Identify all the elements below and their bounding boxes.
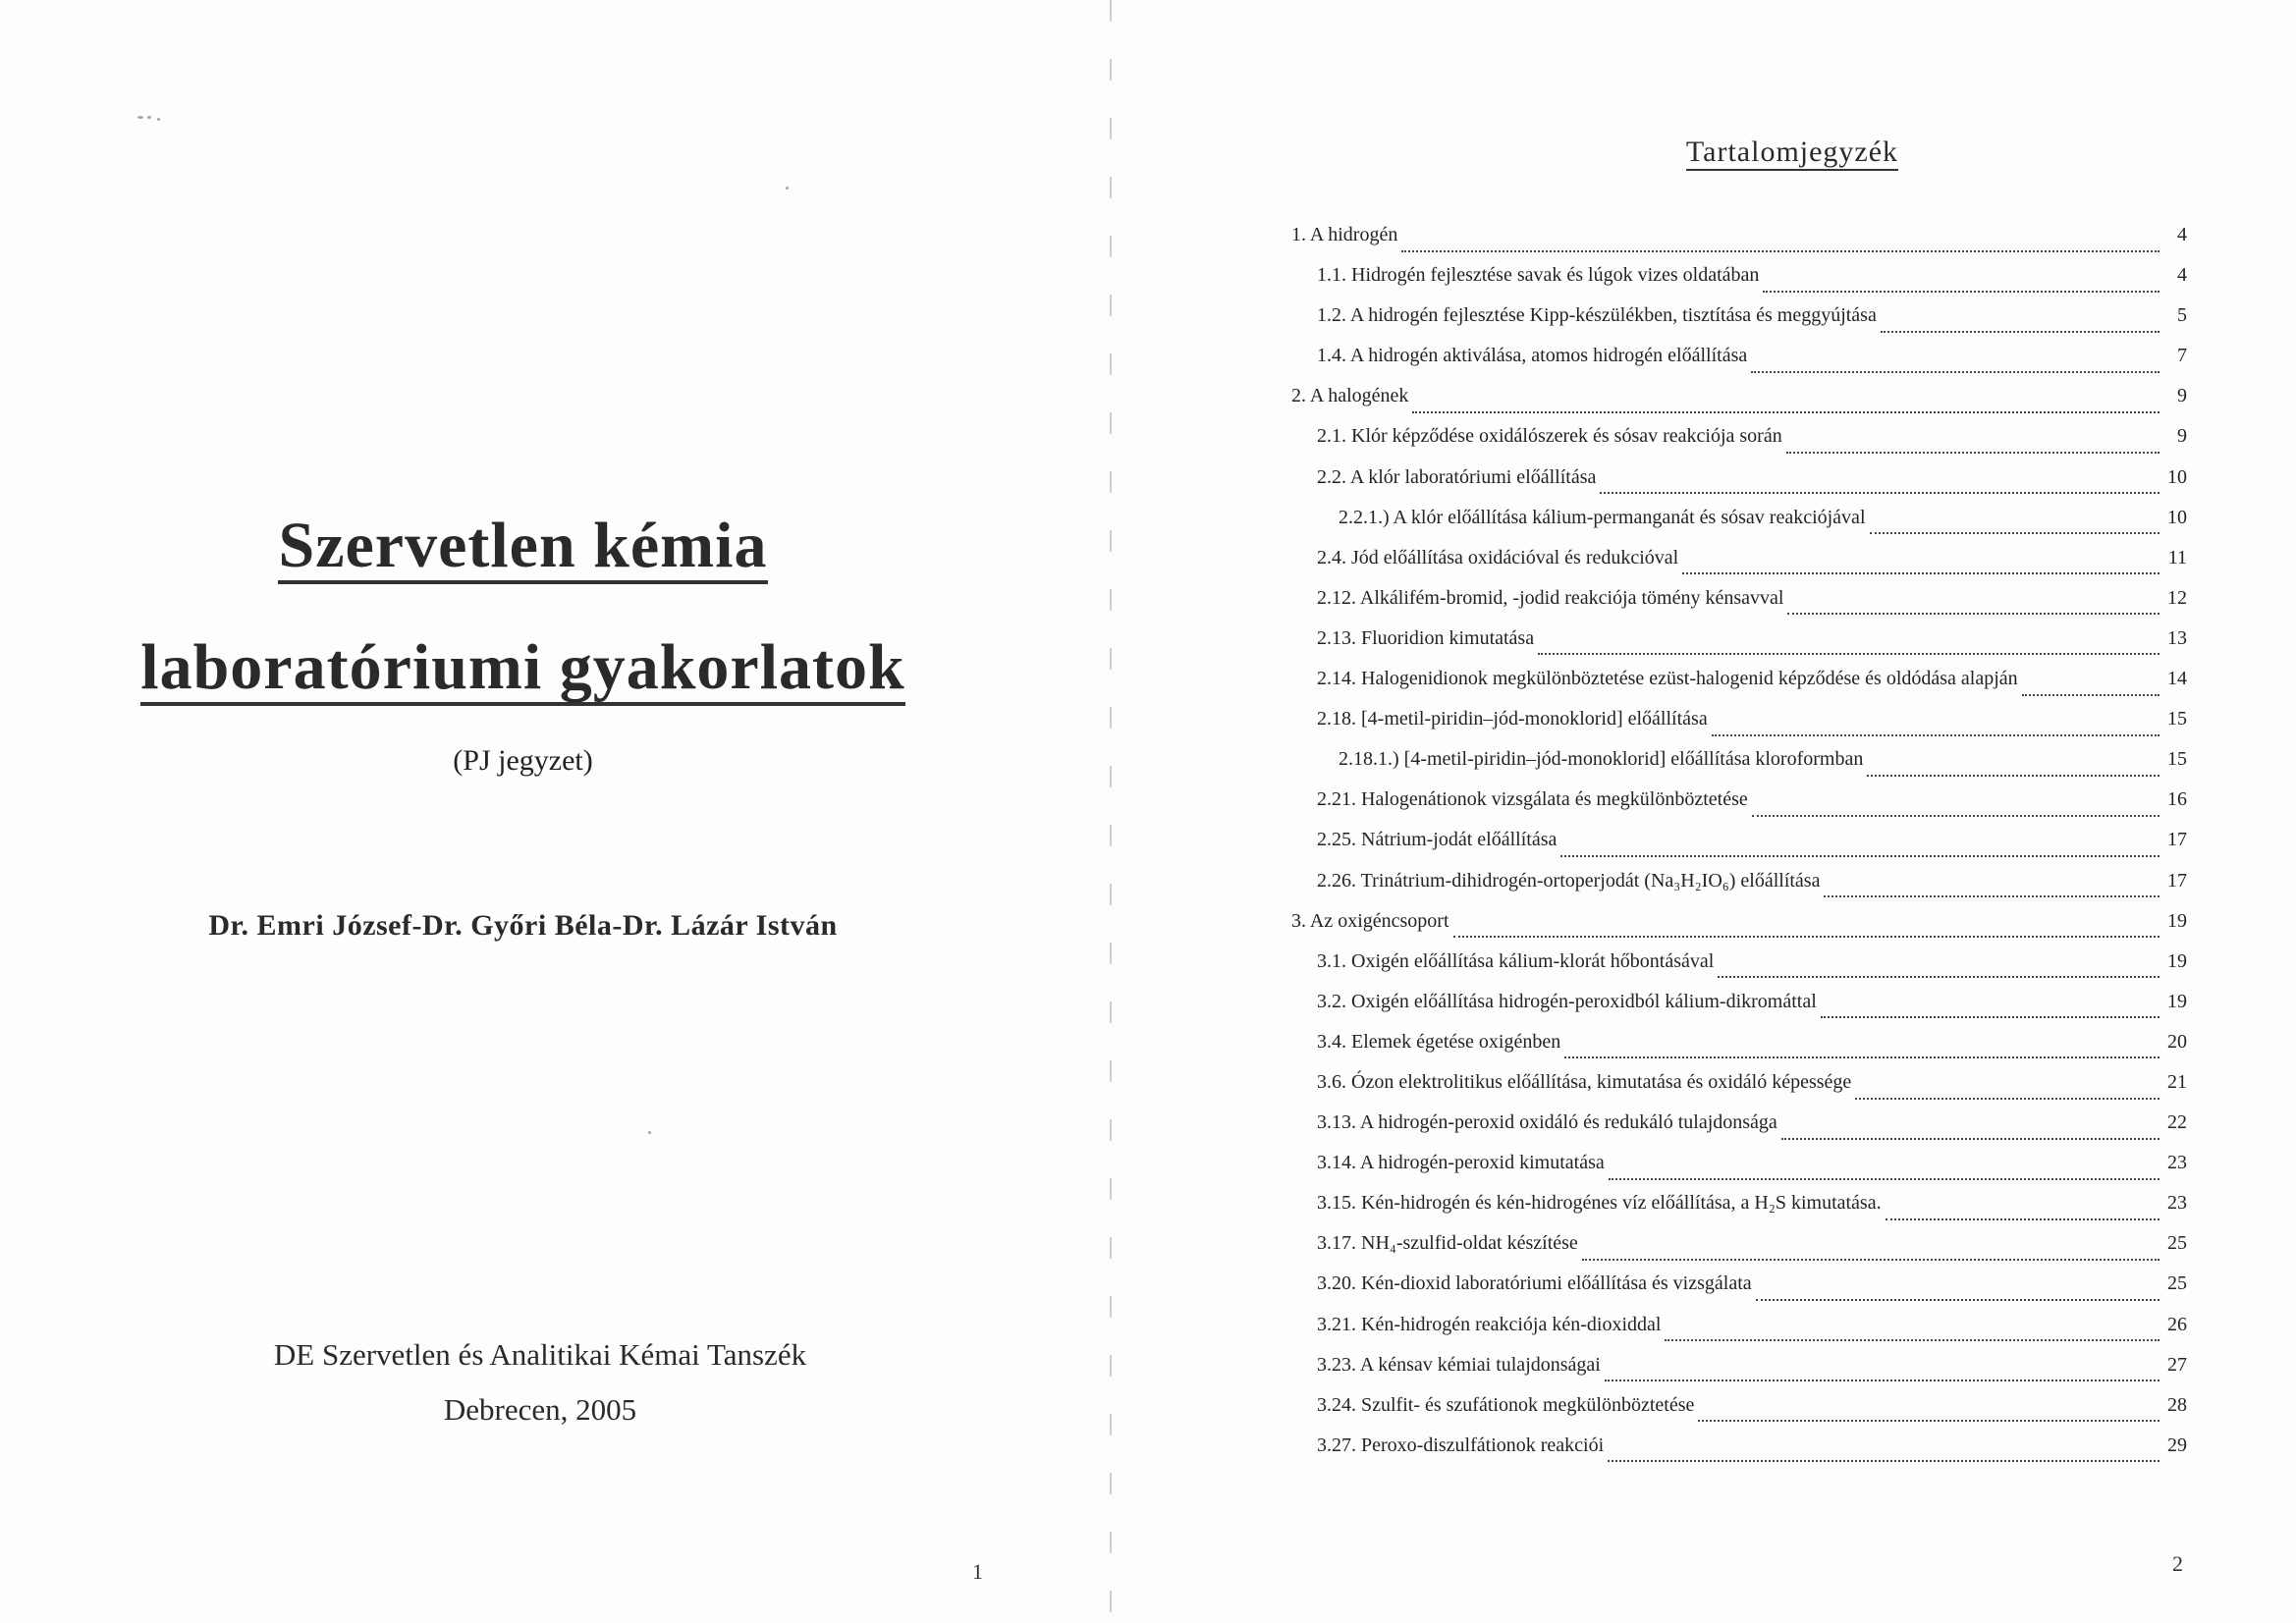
toc-entry: [1291, 264, 2187, 304]
toc-leader-dots: [1605, 1380, 2159, 1381]
toc-entry: [1291, 748, 2187, 788]
toc-entry: [1291, 950, 2187, 991]
toc-leader-dots: [1867, 775, 2159, 777]
toc-entry: [1291, 1111, 2187, 1152]
toc-entry: [1291, 425, 2187, 465]
toc-entry-page: 23: [2167, 1152, 2187, 1174]
toc-entry: [1291, 1031, 2187, 1071]
toc-entry-label: 3.21. Kén-hidrogén reakciója kén-dioxiddal: [1317, 1313, 1662, 1335]
toc-entry-page: 4: [2177, 224, 2187, 245]
toc-leader-dots: [1756, 1299, 2159, 1301]
toc-entry-label: 2.2.1.) A klór előállítása kálium-permanganát és sósav reakciójával: [1339, 506, 1866, 528]
toc-entry-page: 17: [2167, 869, 2187, 892]
toc-entry-page: 17: [2167, 829, 2187, 851]
toc-entry: [1291, 547, 2187, 587]
toc-entry-label: 3.24. Szulfit- és szufátionok megkülönböztetése: [1317, 1393, 1695, 1416]
toc-entry-page: 11: [2167, 546, 2187, 568]
toc-entry-label: 3.14. A hidrogén-peroxid kimutatása: [1317, 1152, 1605, 1174]
toc-entry-label: 3. Az oxigéncsoport: [1291, 909, 1449, 932]
toc-entry-label: 2. A halogének: [1291, 385, 1409, 407]
toc-leader-dots: [1718, 976, 2159, 978]
toc-entry: [1291, 1272, 2187, 1313]
toc-entry-page: 9: [2177, 425, 2187, 448]
city-year: Debrecen, 2005: [443, 1392, 637, 1427]
toc-entry-label: 3.23. A kénsav kémiai tulajdonságai: [1317, 1353, 1601, 1376]
page-number-right: 2: [2172, 1551, 2183, 1576]
toc-leader-dots: [2022, 694, 2159, 696]
toc-entry: [1291, 1071, 2187, 1111]
title-line-1-text: Szervetlen kémia: [278, 514, 767, 584]
toc-entry-page: 28: [2167, 1393, 2187, 1416]
toc-leader-dots: [1564, 1056, 2159, 1058]
toc-entry: [1291, 385, 2187, 425]
toc-entry-label: 2.18.1.) [4-metil-piridin–jód-monoklorid] előállítása kloroformban: [1339, 748, 1864, 771]
toc-entry-label: 2.21. Halogenátionok vizsgálata és megkülönböztetése: [1317, 788, 1748, 811]
title-line-2: [0, 630, 1046, 706]
toc-entry: [1291, 708, 2187, 748]
toc-leader-dots: [1751, 371, 2159, 373]
toc-entry-page: 13: [2167, 626, 2187, 649]
toc-entry-page: 15: [2167, 748, 2187, 771]
toc-leader-dots: [1855, 1098, 2159, 1100]
toc-entry: [1291, 224, 2187, 264]
table-of-contents: [1291, 224, 2187, 1475]
toc-title-text: Tartalomjegyzék: [1686, 135, 1898, 171]
toc-entry: [1291, 991, 2187, 1031]
toc-entry-page: 19: [2167, 990, 2187, 1012]
toc-entry: [1291, 466, 2187, 507]
scan-speck: [648, 1131, 651, 1134]
toc-entry-page: 10: [2167, 506, 2187, 528]
scan-speck: [157, 118, 160, 121]
toc-leader-dots: [1870, 532, 2160, 534]
toc-entry-page: 7: [2177, 345, 2187, 367]
toc-entry-label: 2.26. Trinátrium-dihidrogén-ortoperjodát (Na₃H₂IO₆) előállítása: [1317, 869, 1821, 892]
toc-entry-page: 19: [2167, 909, 2187, 932]
toc-leader-dots: [1412, 411, 2159, 413]
toc-entry-label: 2.14. Halogenidionok megkülönböztetése ezüst-halogenid képződése és oldódása alapján: [1317, 668, 2018, 690]
toc-entry: [1291, 1152, 2187, 1192]
toc-leader-dots: [1752, 815, 2159, 817]
toc-leader-dots: [1609, 1178, 2159, 1180]
toc-entry-label: 1. A hidrogén: [1291, 224, 1398, 245]
scan-speck: [147, 116, 151, 119]
toc-leader-dots: [1665, 1339, 2159, 1341]
toc-entry-label: 1.2. A hidrogén fejlesztése Kipp-készülékben, tisztítása és meggyújtása: [1317, 304, 1877, 327]
toc-entry-page: 19: [2167, 949, 2187, 972]
toc-entry: [1291, 507, 2187, 547]
toc-leader-dots: [1401, 250, 2159, 252]
toc-entry-page: 9: [2177, 385, 2187, 407]
toc-leader-dots: [1608, 1460, 2159, 1462]
toc-entry-label: 3.13. A hidrogén-peroxid oxidáló és redukáló tulajdonsága: [1317, 1111, 1777, 1134]
toc-entry-label: 3.17. NH₄-szulfid-oldat készítése: [1317, 1232, 1578, 1255]
page-number-left: 1: [972, 1559, 983, 1584]
department: DE Szervetlen és Analitikai Kémai Tanszék: [273, 1337, 807, 1372]
toc-leader-dots: [1787, 613, 2159, 615]
toc-entry: [1291, 1434, 2187, 1475]
right-page: [1110, 0, 2296, 1623]
toc-entry-label: 3.4. Elemek égetése oxigénben: [1317, 1030, 1561, 1053]
toc-leader-dots: [1886, 1218, 2159, 1220]
toc-entry-label: 3.1. Oxigén előállítása kálium-klorát hőbontásával: [1317, 949, 1715, 972]
toc-leader-dots: [1538, 653, 2159, 655]
toc-leader-dots: [1712, 734, 2159, 736]
toc-entry: [1291, 304, 2187, 345]
toc-entry-page: 25: [2167, 1272, 2187, 1295]
toc-entry: [1291, 829, 2187, 869]
toc-entry: [1291, 668, 2187, 708]
authors: Dr. Emri József-Dr. Győri Béla-Dr. Lázár István: [208, 909, 838, 942]
title-line-1: [0, 509, 1046, 584]
toc-entry-page: 22: [2167, 1111, 2187, 1134]
toc-entry-page: 16: [2167, 788, 2187, 811]
toc-entry-page: 12: [2167, 586, 2187, 609]
left-page: [0, 0, 1110, 1623]
toc-entry-page: 21: [2167, 1070, 2187, 1093]
toc-entry: [1291, 1394, 2187, 1434]
toc-entry-page: 10: [2167, 465, 2187, 488]
toc-entry-label: 1.4. A hidrogén aktiválása, atomos hidrogén előállítása: [1317, 345, 1748, 367]
toc-entry-label: 3.20. Kén-dioxid laboratóriumi előállítása és vizsgálata: [1317, 1272, 1752, 1295]
toc-entry-page: 20: [2167, 1030, 2187, 1053]
toc-leader-dots: [1682, 572, 2159, 574]
toc-entry-label: 3.2. Oxigén előállítása hidrogén-peroxidból kálium-dikromáttal: [1317, 990, 1817, 1012]
toc-leader-dots: [1698, 1420, 2159, 1422]
toc-leader-dots: [1824, 895, 2159, 897]
scan-speck: [137, 116, 143, 119]
toc-leader-dots: [1582, 1259, 2159, 1261]
toc-leader-dots: [1763, 291, 2159, 293]
toc-leader-dots: [1881, 331, 2159, 333]
toc-title: [1620, 135, 1964, 169]
toc-entry-page: 5: [2177, 304, 2187, 327]
toc-entry: [1291, 1232, 2187, 1272]
toc-entry-page: 23: [2167, 1192, 2187, 1215]
toc-entry: [1291, 910, 2187, 950]
toc-leader-dots: [1600, 492, 2159, 494]
toc-entry: [1291, 345, 2187, 385]
toc-entry-page: 15: [2167, 708, 2187, 730]
toc-entry-label: 2.1. Klór képződése oxidálószerek és sósav reakciója során: [1317, 425, 1782, 448]
toc-entry-label: 2.13. Fluoridion kimutatása: [1317, 626, 1535, 649]
toc-entry: [1291, 1314, 2187, 1354]
title-line-2-text: laboratóriumi gyakorlatok: [140, 635, 905, 706]
toc-entry-label: 2.18. [4-metil-piridin–jód-monoklorid] előállítása: [1317, 708, 1708, 730]
toc-entry: [1291, 627, 2187, 668]
toc-entry-page: 25: [2167, 1232, 2187, 1255]
toc-entry-label: 3.27. Peroxo-diszulfátionok reakciói: [1317, 1434, 1605, 1456]
toc-leader-dots: [1560, 855, 2159, 857]
toc-entry-label: 2.25. Nátrium-jodát előállítása: [1317, 829, 1558, 851]
toc-entry-page: 4: [2177, 264, 2187, 287]
toc-entry: [1291, 1354, 2187, 1394]
toc-entry-page: 29: [2167, 1434, 2187, 1456]
toc-entry: [1291, 1192, 2187, 1232]
toc-entry: [1291, 870, 2187, 910]
toc-leader-dots: [1786, 452, 2159, 454]
toc-leader-dots: [1453, 936, 2159, 938]
toc-entry-label: 2.12. Alkálifém-bromid, -jodid reakciója tömény kénsavval: [1317, 586, 1784, 609]
scan-speck: [786, 187, 789, 189]
toc-entry-page: 26: [2167, 1313, 2187, 1335]
toc-entry-label: 2.2. A klór laboratóriumi előállítása: [1317, 465, 1597, 488]
toc-leader-dots: [1821, 1016, 2159, 1018]
toc-entry: [1291, 788, 2187, 829]
toc-entry-page: 27: [2167, 1353, 2187, 1376]
toc-entry-label: 2.4. Jód előállítása oxidációval és redukcióval: [1317, 546, 1679, 568]
subtitle: (PJ jegyzet): [453, 744, 593, 777]
toc-entry-label: 1.1. Hidrogén fejlesztése savak és lúgok vizes oldatában: [1317, 264, 1760, 287]
toc-entry-page: 14: [2167, 668, 2187, 690]
toc-leader-dots: [1781, 1138, 2159, 1140]
toc-entry-label: 3.6. Ózon elektrolitikus előállítása, kimutatása és oxidáló képessége: [1317, 1070, 1852, 1093]
toc-entry: [1291, 587, 2187, 627]
toc-entry-label: 3.15. Kén-hidrogén és kén-hidrogénes víz előállítása, a H₂S kimutatása.: [1317, 1192, 1882, 1215]
